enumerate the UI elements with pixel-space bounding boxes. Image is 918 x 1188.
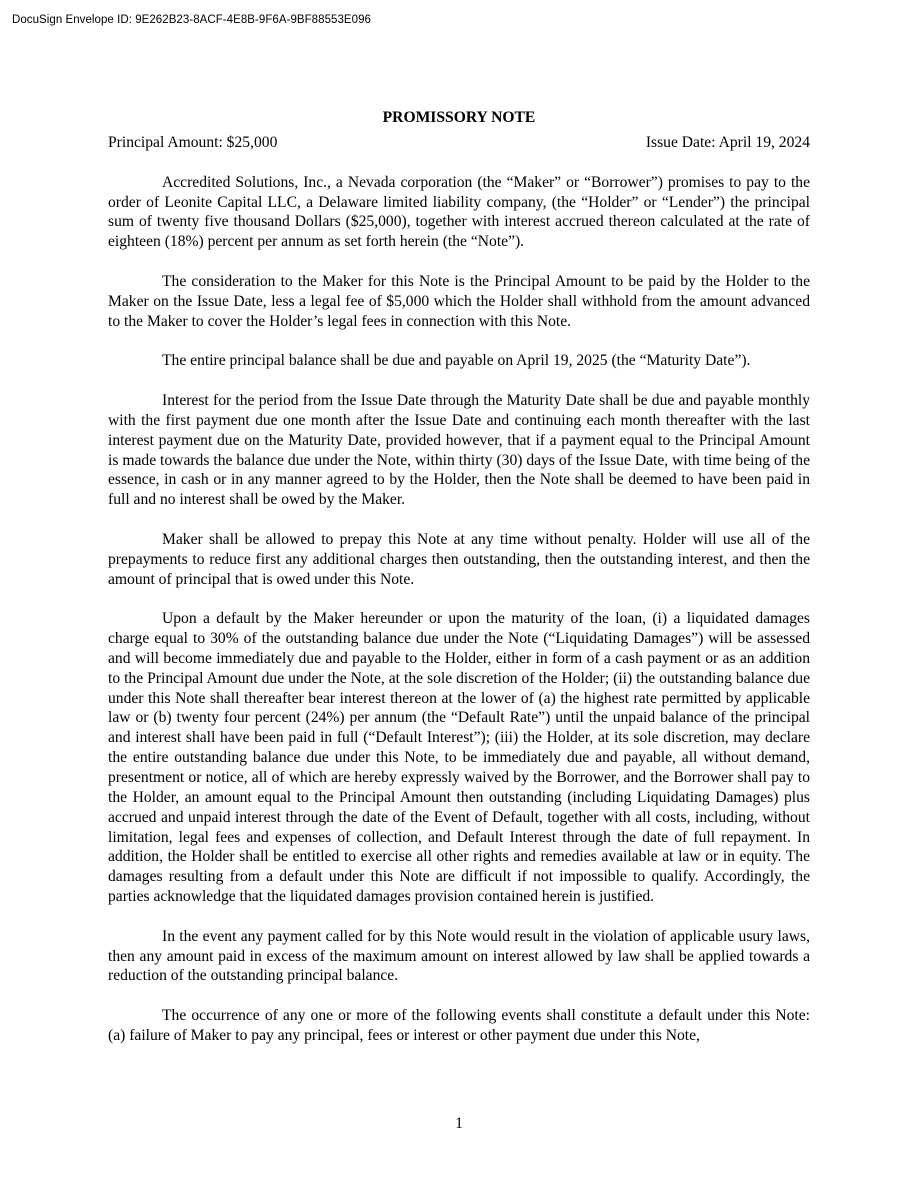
paragraph-events-of-default: The occurrence of any one or more of the following events shall constitute a default under this Note: (a) failure of Maker to pay any principal, fees or interest or other payment due under this Note, [108, 1007, 810, 1044]
page-number: 1 [455, 1115, 463, 1132]
paragraph-parties: Accredited Solutions, Inc., a Nevada corporation (the “Maker” or “Borrower”) promises to pay to the order of Leonite Capital LLC, a Delaware limited liability company, (the “Holder” or “Lender”) the principal sum of twenty five thousand Dollars ($25,000), together with interest accrued thereon calculated at the rate of eighteen (18%) percent per annum as set forth herein (the “Note”). [108, 173, 810, 251]
docusign-envelope-id: DocuSign Envelope ID: 9E262B23-8ACF-4E8B-9F6A-9BF88553E096 [12, 14, 371, 26]
paragraph-interest: Interest for the period from the Issue Date through the Maturity Date shall be due and payable monthly with the first payment due one month after the Issue Date and continuing each month thereafter with the last interest payment due on the Maturity Date, provided however, that if a payment equal to the Principal Amount is made towards the balance due under the Note, within thirty (30) days of the Issue Date, with time being of the essence, in cash or in any manner agreed to by the Holder, then the Note shall be deemed to have been paid in full and no interest shall be owed by the Maker. [108, 391, 810, 509]
paragraph-consideration: The consideration to the Maker for this Note is the Principal Amount to be paid by the Holder to the Maker on the Issue Date, less a legal fee of $5,000 which the Holder shall withhold from the amount advanced to the Maker to cover the Holder’s legal fees in connection with this Note. [108, 272, 810, 330]
paragraph-default: Upon a default by the Maker hereunder or upon the maturity of the loan, (i) a liquidated damages charge equal to 30% of the outstanding balance due under the Note (“Liquidating Damages”) will be assessed and will become immediately due and payable to the Holder, either in form of a cash payment or as an addition to the Principal Amount due under the Note, at the sole discretion of the Holder; (ii) the outstanding balance due under this Note shall thereafter bear interest thereon at the lower of (a) the highest rate permitted by applicable law or (b) twenty four percent (24%) per annum (the “Default Rate”) until the unpaid balance of the principal and interest shall have been paid in full (“Default Interest”); (iii) the Holder, at its sole discretion, may declare the entire outstanding balance due under this Note, to be immediately due and payable, all without demand, presentment or notice, all of which are hereby expressly waived by the Borrower, and the Borrower shall pay to the Holder, an amount equal to the Principal Amount then outstanding (including Liquidating Damages) plus accrued and unpaid interest through the date of the Event of Default, together with all costs, including, without limitation, legal fees and expenses of collection, and Default Interest through the date of full repayment. In addition, the Holder shall be entitled to exercise all other rights and remedies available at law or in equity. The damages resulting from a default under this Note are difficult if not impossible to qualify. Accordingly, the parties acknowledge that the liquidated damages provision contained herein is justified. [108, 610, 810, 906]
document-title: PROMISSORY NOTE [382, 109, 536, 126]
note-meta-row [108, 133, 810, 153]
paragraph-prepayment: Maker shall be allowed to prepay this Note at any time without penalty. Holder will use all of the prepayments to reduce first any additional charges then outstanding, then the outstanding interest, and then the amount of principal that is owed under this Note. [108, 530, 810, 588]
principal-amount: Principal Amount: $25,000 [108, 133, 278, 151]
issue-date: Issue Date: April 19, 2024 [645, 133, 810, 151]
document-body [108, 108, 810, 1046]
paragraph-usury: In the event any payment called for by this Note would result in the violation of applicable usury laws, then any amount paid in excess of the maximum amount on interest allowed by law shall be applied towards a reduction of the outstanding principal balance. [108, 927, 810, 985]
paragraph-maturity: The entire principal balance shall be due and payable on April 19, 2025 (the “Maturity Date”). [162, 352, 751, 370]
